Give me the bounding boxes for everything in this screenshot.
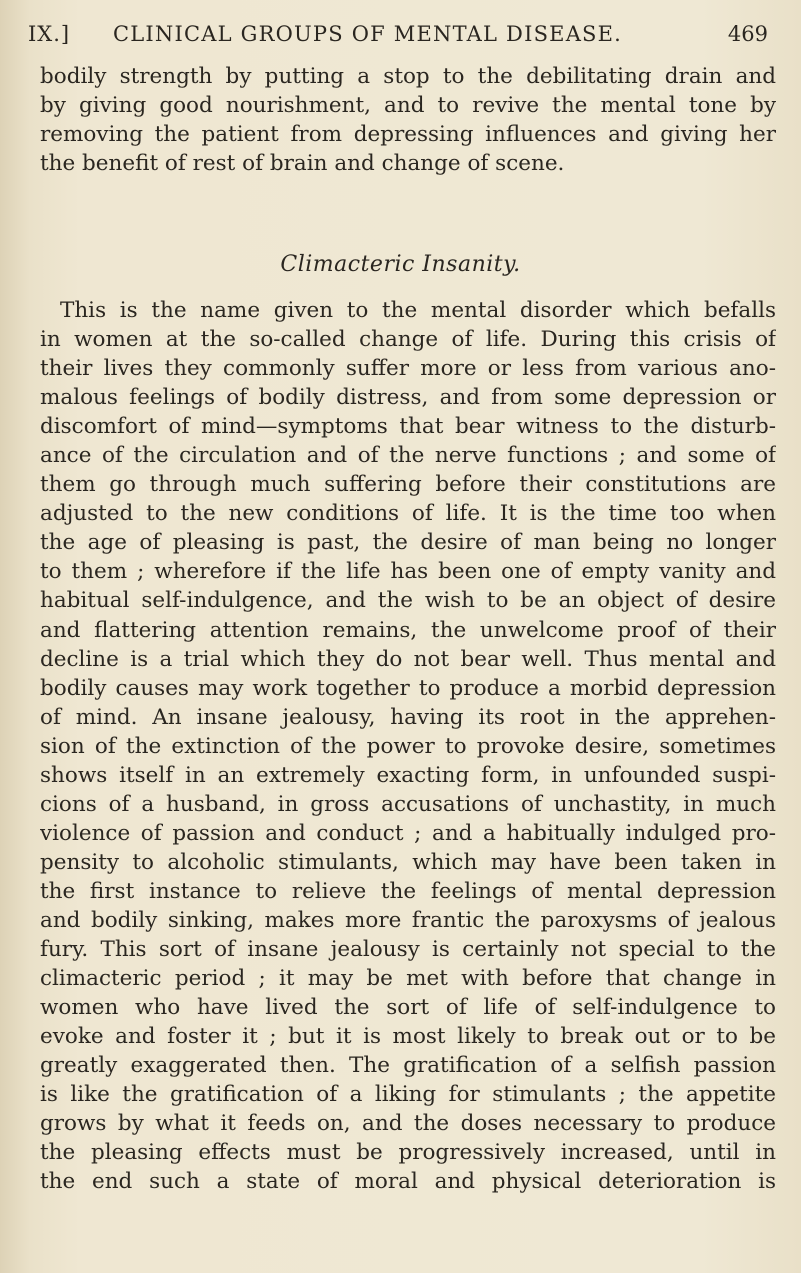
text-line: by giving good nourishment, and to revive the mental tone by <box>40 93 776 119</box>
text-line: greatly exaggerated then. The gratification of a selfish passion <box>40 1053 776 1079</box>
text-line: the end such a state of moral and physical deterioration is <box>40 1169 776 1195</box>
text-line: fury. This sort of insane jealousy is certainly not special to the <box>40 937 776 963</box>
text-line: ance of the circulation and of the nerve functions ; and some of <box>40 443 776 469</box>
text-line: cions of a husband, in gross accusations of unchastity, in much <box>40 791 776 817</box>
text-line: decline is a trial which they do not bear well. Thus mental and <box>40 646 776 672</box>
text-line: grows by what it feeds on, and the doses necessary to produce <box>40 1111 776 1137</box>
text-line: discomfort of mind—symptoms that bear witness to the disturb- <box>40 414 776 440</box>
text-line: This is the name given to the mental disorder which befalls <box>60 298 776 323</box>
text-line: the pleasing effects must be progressively increased, until in <box>40 1140 776 1166</box>
intro-paragraph <box>40 62 776 178</box>
page-number: 469 <box>727 22 768 46</box>
text-line: bodily causes may work together to produce a morbid depression <box>40 675 776 701</box>
chapter-marker: IX.] <box>28 22 71 46</box>
text-line: evoke and foster it ; but it is most likely to break out or to be <box>40 1024 776 1050</box>
section-heading: Climacteric Insanity. <box>280 252 521 277</box>
text-line: adjusted to the new conditions of life. It is the time too when <box>40 501 776 527</box>
text-line: removing the patient from depressing influences and giving her <box>40 122 776 148</box>
text-line: malous feelings of bodily distress, and from some depression or <box>40 385 776 411</box>
text-line: shows itself in an extremely exacting form, in unfounded suspi- <box>40 762 776 788</box>
text-line: habitual self-indulgence, and the wish to be an object of desire <box>40 588 776 614</box>
text-line: and bodily sinking, makes more frantic the paroxysms of jealous <box>40 907 776 933</box>
text-line: climacteric period ; it may be met with before that change in <box>40 966 776 992</box>
text-line: of mind. An insane jealousy, having its root in the apprehen- <box>40 704 776 730</box>
text-line: the benefit of rest of brain and change of scene. <box>40 151 565 177</box>
running-title: CLINICAL GROUPS OF MENTAL DISEASE. <box>113 22 623 46</box>
text-line: them go through much suffering before their constitutions are <box>40 472 776 498</box>
text-line: and flattering attention remains, the unwelcome proof of their <box>40 617 776 643</box>
text-line: the age of pleasing is past, the desire of man being no longer <box>40 530 776 556</box>
text-line: sion of the extinction of the power to provoke desire, sometimes <box>40 733 776 759</box>
text-line: the first instance to relieve the feelings of mental depression <box>40 878 776 904</box>
text-line: women who have lived the sort of life of self-indulgence to <box>40 995 776 1021</box>
text-line: is like the gratification of a liking for stimulants ; the appetite <box>40 1082 776 1108</box>
text-line: to them ; wherefore if the life has been one of empty vanity and <box>40 559 776 585</box>
running-header <box>28 22 768 54</box>
text-line: pensity to alcoholic stimulants, which may have been taken in <box>40 849 776 875</box>
body-paragraph <box>40 296 776 1196</box>
text-line: their lives they commonly suffer more or less from various ano- <box>40 356 776 382</box>
text-line: bodily strength by putting a stop to the debilitating drain and <box>40 64 776 89</box>
text-line: in women at the so-called change of life. During this crisis of <box>40 327 776 353</box>
text-line: violence of passion and conduct ; and a habitually indulged pro- <box>40 820 776 846</box>
